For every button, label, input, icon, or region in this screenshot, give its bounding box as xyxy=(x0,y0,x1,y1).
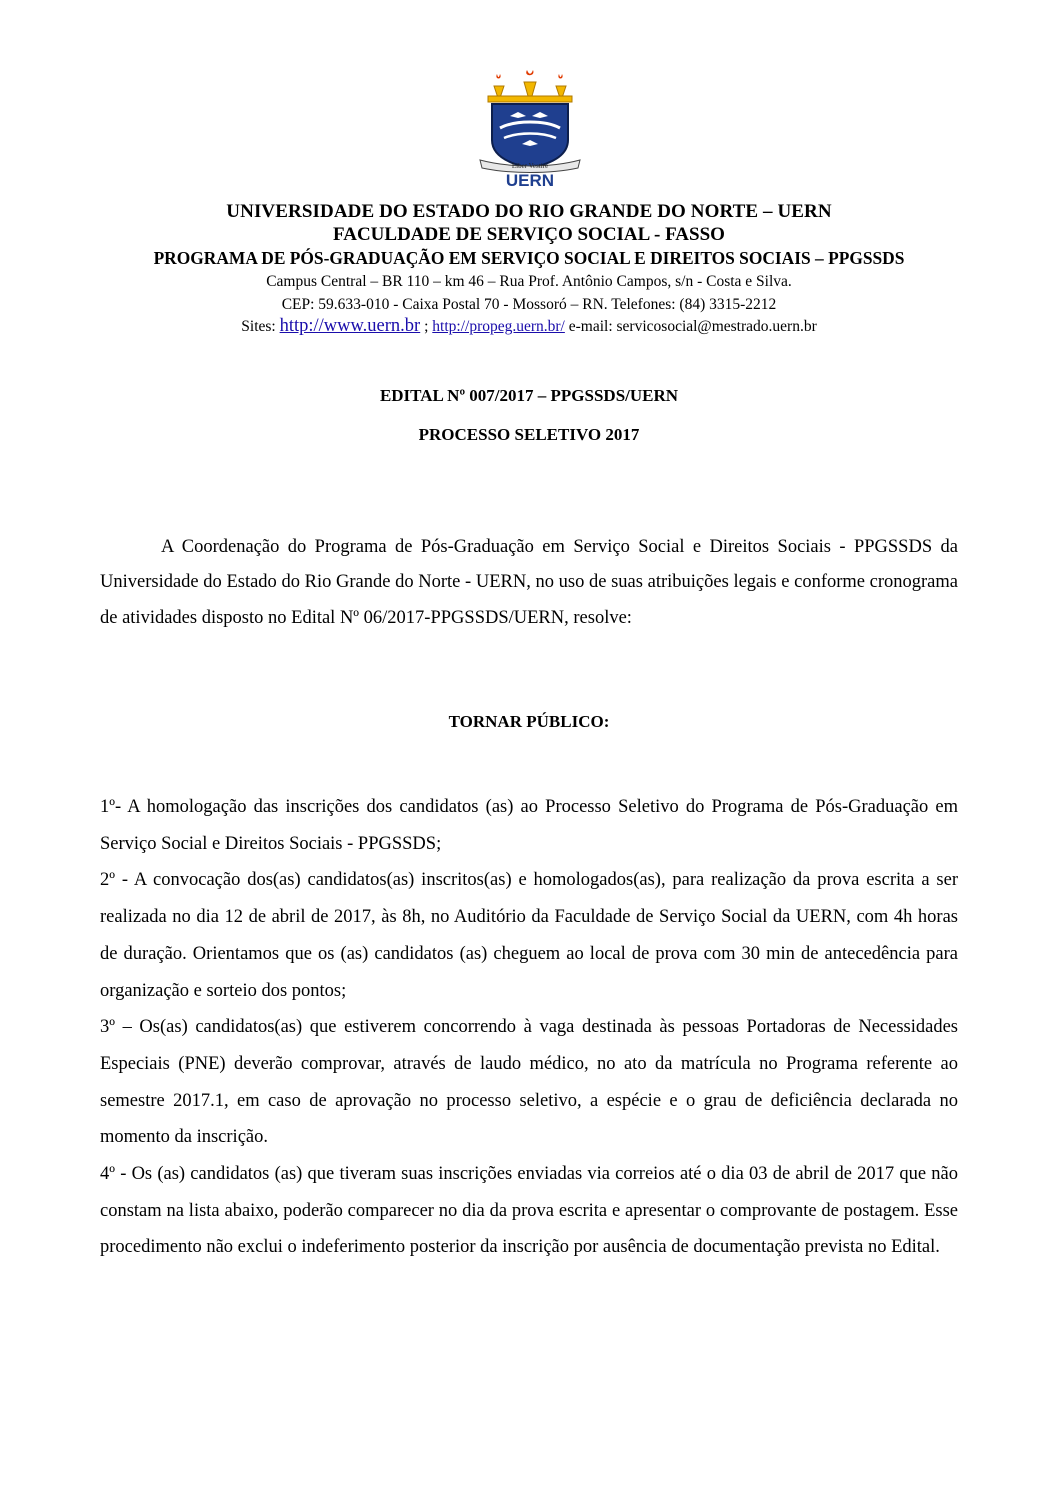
logo-acronym: UERN xyxy=(505,171,555,188)
list-item: 2º - A convocação dos(as) candidatos(as) inscritos(as) e homologados(as), para realização da prova escrita a ser realizada no dia 12 de abril de 2017, às 8h, no Auditório da Faculdade de Serviço Social da UERN, com 4h horas de duração. Orientamos que os (as) candidatos (as) cheguem ao local de prova com 30 min de antecedência para organização e sorteio dos pontos; xyxy=(100,870,958,1001)
faculty-name: FACULDADE DE SERVIÇO SOCIAL - FASSO xyxy=(333,224,725,245)
address-line: Campus Central – BR 110 – km 46 – Rua Prof. Antônio Campos, s/n - Costa e Silva. xyxy=(266,273,792,290)
processo-title: PROCESSO SELETIVO 2017 xyxy=(418,425,640,444)
email-text: e-mail: servicosocial@mestrado.uern.br xyxy=(568,318,817,335)
uern-site-link[interactable]: http://www.uern.br xyxy=(279,316,421,336)
list-item: 3º – Os(as) candidatos(as) que estiverem concorrendo à vaga destinada às pessoas Portadoras de Necessidades Especiais (PNE) deverão comprovar, através de laudo médico, no ato da matrícula no Programa referente ao semestre 2017.1, em caso de aprovação no processo seletivo, a espécie e o grau de deficiência declarada no momento da inscrição. xyxy=(100,1017,958,1148)
uern-logo xyxy=(470,68,590,188)
torch-icons xyxy=(488,70,572,102)
university-name: UNIVERSIDADE DO ESTADO DO RIO GRANDE DO NORTE – UERN xyxy=(226,201,832,222)
intro-paragraph: A Coordenação do Programa de Pós-Graduação em Serviço Social e Direitos Sociais - PPGSSDS da Universidade do Estado do Rio Grande do Norte - UERN, no uso de suas atribuições legais e conforme cronograma de atividades disposto no Edital Nº 06/2017-PPGSSDS/UERN, resolve: xyxy=(100,536,958,628)
contact-line: CEP: 59.633-010 - Caixa Postal 70 - Mossoró – RN. Telefones: (84) 3315-2212 xyxy=(281,296,777,313)
shield-icon xyxy=(492,104,568,168)
propeg-site-link[interactable]: http://propeg.uern.br/ xyxy=(432,318,565,335)
edital-title: EDITAL Nº 007/2017 – PPGSSDS/UERN xyxy=(379,386,679,405)
items-list xyxy=(100,789,958,1266)
section-title: TORNAR PÚBLICO: xyxy=(448,712,610,731)
list-item: 1º- A homologação das inscrições dos candidatos (as) ao Processo Seletivo do Programa de Pós-Graduação em Serviço Social e Direitos Sociais - PPGSSDS; xyxy=(100,797,958,854)
logo-motto: Liber Vestire xyxy=(511,162,549,170)
sites-separator: ; xyxy=(424,318,429,335)
sites-label: Sites: xyxy=(241,318,276,335)
list-item: 4º - Os (as) candidatos (as) que tiveram suas inscrições enviadas via correios até o dia 03 de abril de 2017 que não constam na lista abaixo, poderão comparecer no dia da prova escrita e apresentar o comprovante de postagem. Esse procedimento não exclui o indeferimento posterior da inscrição por ausência de documentação prevista no Edital. xyxy=(100,1164,958,1258)
sites-line xyxy=(0,316,1058,337)
program-name: PROGRAMA DE PÓS-GRADUAÇÃO EM SERVIÇO SOCIAL E DIREITOS SOCIAIS – PPGSSDS xyxy=(153,248,905,268)
